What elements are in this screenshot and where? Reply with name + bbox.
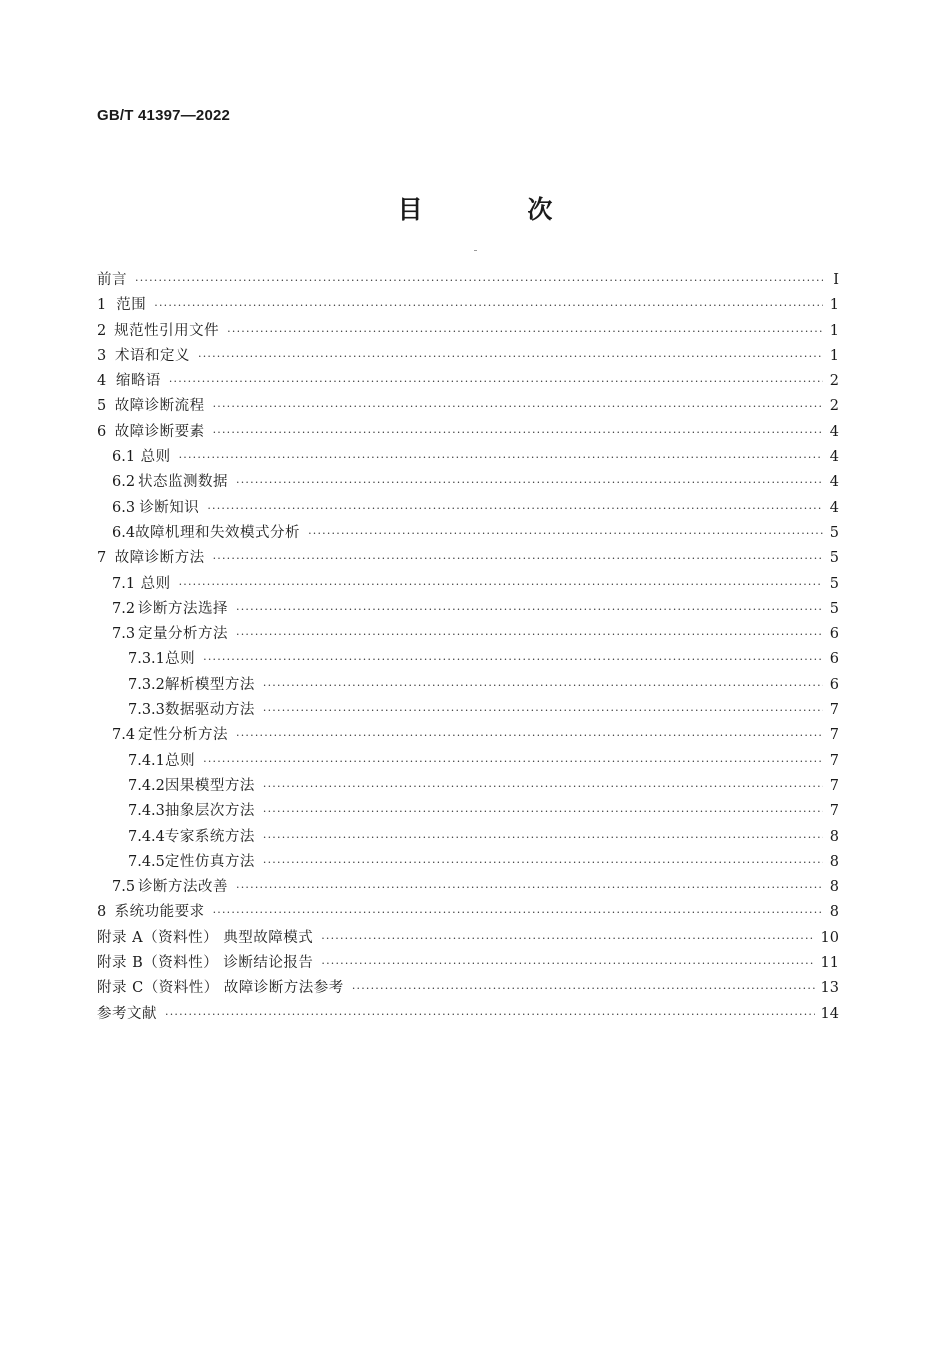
toc-entry-number: 2 xyxy=(97,322,107,339)
toc-entry-page: 11 xyxy=(820,955,839,972)
toc-entry-label: 故障机理和失效模式分析 xyxy=(135,524,301,541)
toc-entry-label: 诊断知识 xyxy=(139,499,200,516)
toc-entry-page: 1 xyxy=(829,347,839,364)
toc-entry-label: 总则 xyxy=(140,575,171,592)
toc-entry[interactable] xyxy=(97,394,839,419)
toc-entry[interactable] xyxy=(97,445,839,470)
toc-entry-number: 7.4.5 xyxy=(128,853,165,870)
toc-entry-label: 定性分析方法 xyxy=(138,727,229,744)
toc-entry-label: 诊断方法选择 xyxy=(138,600,229,617)
toc-entry-page: 4 xyxy=(829,499,839,516)
toc-leader-dots xyxy=(263,850,823,875)
toc-leader-dots xyxy=(236,470,823,495)
toc-entry[interactable] xyxy=(97,825,839,850)
toc-entry[interactable] xyxy=(97,976,839,1001)
toc-entry-page: 6 xyxy=(829,626,839,643)
toc-entry-number: 6 xyxy=(97,423,107,440)
toc-entry-number: 4 xyxy=(97,373,107,390)
toc-entry[interactable] xyxy=(97,799,839,824)
toc-entry-number: 6.2 xyxy=(112,474,136,491)
toc-entry[interactable] xyxy=(97,344,839,369)
toc-entry[interactable] xyxy=(97,268,839,293)
toc-entry[interactable] xyxy=(97,749,839,774)
toc-leader-dots xyxy=(263,698,823,723)
toc-entry-label: 附录 C（资料性） 故障诊断方法参考 xyxy=(97,980,344,997)
toc-leader-dots xyxy=(165,1002,815,1027)
toc-entry-label: 术语和定义 xyxy=(115,347,191,364)
toc-leader-dots xyxy=(308,521,823,546)
toc-entry-page: Ⅰ xyxy=(833,272,839,288)
toc-entry-page: 6 xyxy=(829,676,839,693)
toc-leader-dots xyxy=(321,926,814,951)
toc-entry[interactable] xyxy=(97,369,839,394)
toc-entry-page: 2 xyxy=(829,373,839,390)
toc-leader-dots xyxy=(154,293,823,318)
toc-entry-page: 5 xyxy=(829,600,839,617)
toc-entry-number: 7.3.1 xyxy=(128,651,165,668)
toc-entry-label: 附录 B（资料性） 诊断结论报告 xyxy=(97,955,314,972)
toc-entry[interactable] xyxy=(97,673,839,698)
toc-leader-dots xyxy=(135,268,823,293)
standard-code: GB/T 41397—2022 xyxy=(97,107,231,124)
toc-entry-number: 7.4 xyxy=(112,727,136,744)
toc-entry-label: 参考文献 xyxy=(97,1005,157,1022)
toc-entry-label: 总则 xyxy=(140,449,171,466)
toc-leader-dots xyxy=(203,647,823,672)
toc-entry-number: 7.4.4 xyxy=(128,828,165,845)
toc-leader-dots xyxy=(352,976,815,1001)
toc-entry-label: 抽象层次方法 xyxy=(164,803,255,820)
toc-entry-page: 8 xyxy=(829,904,839,921)
toc-entry-page: 2 xyxy=(829,398,839,415)
page-title: 目 次 xyxy=(397,195,601,224)
toc-leader-dots xyxy=(321,951,814,976)
toc-entry-number: 7.4.2 xyxy=(128,777,165,794)
toc-entry-label: 解析模型方法 xyxy=(164,676,255,693)
toc-entry[interactable] xyxy=(97,951,839,976)
toc-entry[interactable] xyxy=(97,926,839,951)
toc-entry-number: 7.2 xyxy=(112,600,136,617)
toc-entry-label: 定性仿真方法 xyxy=(164,853,255,870)
toc-entry[interactable] xyxy=(97,622,839,647)
toc-entry-number: 6.3 xyxy=(112,499,136,516)
toc-entry-label: 缩略语 xyxy=(115,373,161,390)
table-of-contents xyxy=(97,268,839,1027)
toc-entry[interactable] xyxy=(97,293,839,318)
toc-entry-page: 4 xyxy=(829,449,839,466)
toc-entry-page: 6 xyxy=(829,651,839,668)
toc-entry-number: 7.3.2 xyxy=(128,676,165,693)
toc-entry-number: 7.3 xyxy=(112,626,136,643)
toc-entry[interactable] xyxy=(97,470,839,495)
toc-entry-page: 13 xyxy=(820,980,839,997)
toc-entry-label: 范围 xyxy=(116,297,147,314)
toc-leader-dots xyxy=(179,445,823,470)
toc-leader-dots xyxy=(198,344,823,369)
toc-entry-label: 前言 xyxy=(97,272,127,288)
toc-entry[interactable] xyxy=(97,1002,839,1027)
scan-speck xyxy=(474,250,477,251)
toc-entry[interactable] xyxy=(97,647,839,672)
toc-entry-page: 4 xyxy=(829,474,839,491)
toc-entry[interactable] xyxy=(97,850,839,875)
toc-entry-page: 8 xyxy=(829,828,839,845)
toc-leader-dots xyxy=(207,496,823,521)
toc-leader-dots xyxy=(213,394,823,419)
toc-entry[interactable] xyxy=(97,546,839,571)
toc-entry-page: 14 xyxy=(820,1005,839,1022)
toc-leader-dots xyxy=(213,420,823,445)
toc-entry-page: 7 xyxy=(829,777,839,794)
toc-entry-label: 状态监测数据 xyxy=(138,474,229,491)
toc-entry-page: 1 xyxy=(829,322,839,339)
toc-entry[interactable] xyxy=(97,900,839,925)
toc-leader-dots xyxy=(179,572,823,597)
toc-entry-number: 6.4 xyxy=(112,524,136,541)
toc-entry-number: 3 xyxy=(97,347,107,364)
toc-entry-label: 规范性引用文件 xyxy=(114,322,220,339)
toc-entry-page: 5 xyxy=(829,550,839,567)
toc-leader-dots xyxy=(263,774,823,799)
toc-leader-dots xyxy=(263,799,823,824)
toc-entry-page: 8 xyxy=(829,853,839,870)
toc-entry-label: 系统功能要求 xyxy=(114,904,205,921)
toc-entry-number: 6.1 xyxy=(112,449,136,466)
toc-entry-number: 8 xyxy=(97,904,107,921)
toc-leader-dots xyxy=(263,673,823,698)
toc-entry-number: 7.3.3 xyxy=(128,702,165,719)
toc-leader-dots xyxy=(169,369,823,394)
toc-entry-label: 诊断方法改善 xyxy=(138,879,229,896)
toc-entry[interactable] xyxy=(97,723,839,748)
toc-entry-page: 7 xyxy=(829,702,839,719)
toc-leader-dots xyxy=(263,825,823,850)
toc-entry-label: 附录 A（资料性） 典型故障模式 xyxy=(97,929,314,946)
toc-entry-number: 5 xyxy=(97,398,107,415)
toc-entry-page: 1 xyxy=(829,297,839,314)
toc-entry-page: 7 xyxy=(829,803,839,820)
toc-leader-dots xyxy=(213,546,823,571)
toc-entry[interactable] xyxy=(97,597,839,622)
toc-leader-dots xyxy=(213,900,823,925)
toc-entry-label: 总则 xyxy=(165,752,196,769)
toc-entry[interactable] xyxy=(97,521,839,546)
toc-entry-label: 专家系统方法 xyxy=(164,828,255,845)
toc-entry[interactable] xyxy=(97,698,839,723)
toc-entry-number: 7.5 xyxy=(112,879,136,896)
toc-entry-page: 8 xyxy=(829,879,839,896)
toc-entry-page: 5 xyxy=(829,524,839,541)
toc-entry-label: 故障诊断方法 xyxy=(114,550,205,567)
toc-entry-number: 1 xyxy=(97,297,107,314)
toc-entry-number: 7.4.1 xyxy=(128,752,165,769)
toc-entry[interactable] xyxy=(97,875,839,900)
toc-leader-dots xyxy=(227,319,823,344)
toc-leader-dots xyxy=(203,749,823,774)
toc-entry-number: 7.1 xyxy=(112,575,136,592)
toc-entry-page: 4 xyxy=(829,423,839,440)
toc-entry[interactable] xyxy=(97,319,839,344)
toc-entry-label: 故障诊断流程 xyxy=(114,398,205,415)
toc-entry-label: 定量分析方法 xyxy=(138,626,229,643)
toc-entry[interactable] xyxy=(97,572,839,597)
toc-entry-label: 故障诊断要素 xyxy=(114,423,205,440)
toc-leader-dots xyxy=(236,597,823,622)
toc-entry[interactable] xyxy=(97,774,839,799)
toc-entry-page: 10 xyxy=(820,929,839,946)
toc-leader-dots xyxy=(236,622,823,647)
toc-entry-page: 7 xyxy=(829,727,839,744)
toc-entry-number: 7.4.3 xyxy=(128,803,165,820)
toc-entry-number: 7 xyxy=(97,550,107,567)
toc-entry[interactable] xyxy=(97,420,839,445)
toc-entry-page: 7 xyxy=(829,752,839,769)
toc-leader-dots xyxy=(236,875,823,900)
toc-entry-label: 因果模型方法 xyxy=(164,777,255,794)
toc-entry-label: 数据驱动方法 xyxy=(164,702,255,719)
toc-entry-label: 总则 xyxy=(165,651,196,668)
toc-leader-dots xyxy=(236,723,823,748)
toc-entry-page: 5 xyxy=(829,575,839,592)
toc-entry[interactable] xyxy=(97,496,839,521)
